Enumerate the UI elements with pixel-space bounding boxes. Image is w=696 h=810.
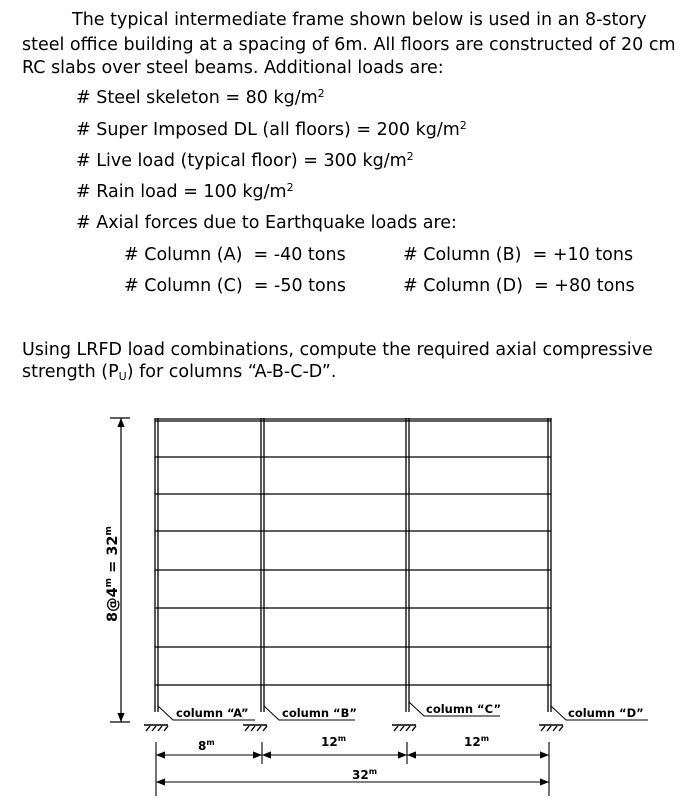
intro-line-2: steel office building at a spacing of 6m. All floors are constructed of 20 cm [22,35,676,55]
question-line-2: strength $(P_U)$ for columns “A-B-C-D”. [22,362,337,383]
load-super-imposed-dl: # Super Imposed DL (all floors) = 200 $kg/m^2$ [76,119,467,140]
label-column-b: column “B” [282,706,357,720]
fixed-supports [144,725,563,731]
eq-column-a: # Column (A) = -40 tons [124,245,346,265]
intro-line-1: The typical intermediate frame shown below is used in an 8-story [72,10,647,30]
span-label-total: 32$^m$ [352,767,378,782]
span-label-2: 12$^m$ [321,734,347,749]
question-line-1: Using LRFD load combinations, compute the required axial compressive [22,340,653,360]
height-label: $8@4^m = 32^m$ [104,526,121,622]
eq-heading: # Axial forces due to Earthquake loads are: [76,213,457,233]
intro-line-3: RC slabs over steel beams. Additional loads are: [22,58,444,78]
load-steel-skeleton: # Steel skeleton = 80 $kg/m^2$ [76,87,325,108]
frame-beams [155,419,551,685]
load-live: # Live load (typical floor) = 300 $kg/m^2$ [76,150,414,171]
span-label-3: 12$^m$ [464,734,490,749]
eq-column-d: # Column (D) = +80 tons [403,276,635,296]
frame-columns [155,418,551,712]
label-column-a: column “A” [176,706,249,720]
label-column-d: column “D” [568,706,644,720]
load-rain: # Rain load = 100 $kg/m^2$ [76,181,294,202]
eq-column-c: # Column (C) = -50 tons [124,276,346,296]
label-column-c: column “C” [426,702,501,716]
span-label-1: 8$^m$ [198,738,215,753]
eq-column-b: # Column (B) = +10 tons [403,245,634,265]
